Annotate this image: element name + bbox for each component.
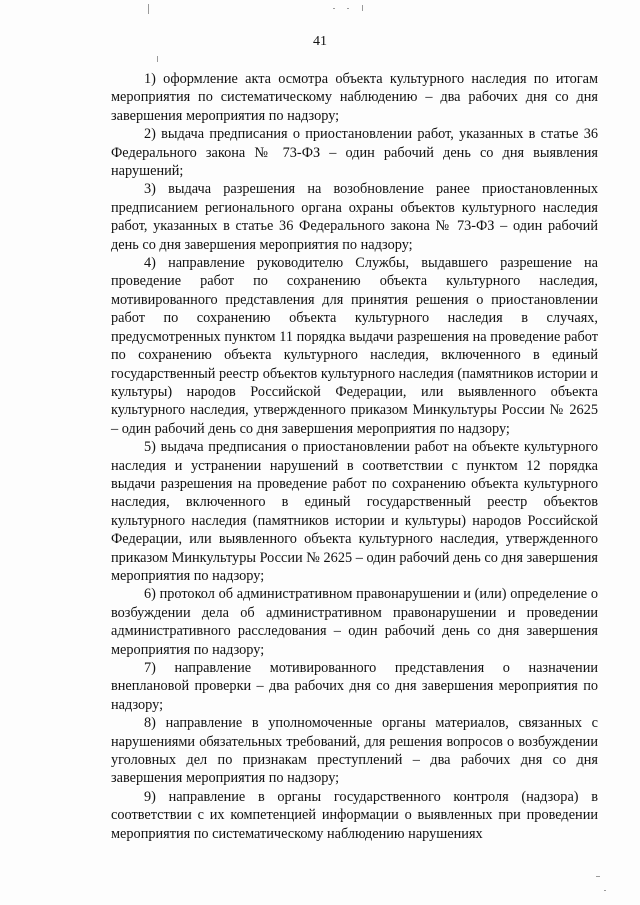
- list-item-4: 4) направление руководителю Службы, выдавшего разрешение на проведение работ по сохранению объекта культурного наследия, мотивированного представления для принятия решения о приостановлении работ по сохранению объекта культурного наследия в случаях, предусмотренных пунктом 11 порядка выдачи разрешения на проведение работ по сохранению объекта культурного наследия, включенного в единый государственный реестр объектов культурного наследия (памятников истории и культуры) народов Российской Федерации, или выявленного объекта культурного наследия, утвержденного приказом Минкультуры России № 2625 – один рабочий день со дня завершения мероприятия по надзору;: [111, 255, 598, 437]
- scan-artifact: [157, 56, 158, 62]
- list-item-9: 9) направление в органы государственного контроля (надзора) в соответствии с их компетенцией информации о выявленных при проведении мероприятия по систематическому наблюдению нарушениях: [111, 788, 598, 842]
- page-number: 41: [313, 34, 327, 49]
- scan-artifact: [148, 4, 149, 14]
- scan-artifact: [362, 5, 363, 11]
- list-item-3: 3) выдача разрешения на возобновление ранее приостановленных предписанием регионального органа охраны объектов культурного наследия работ, указанных в статье 36 Федерального закона № 73-ФЗ – один рабочий день со дня завершения мероприятия по надзору;: [111, 181, 598, 253]
- scan-artifact: [333, 8, 335, 9]
- scan-artifact: [347, 8, 349, 9]
- list-item-1: 1) оформление акта осмотра объекта культурного наследия по итогам мероприятия по систематическому наблюдению – два рабочих дня со дня завершения мероприятия по надзору;: [111, 71, 598, 124]
- scan-artifact: [596, 876, 600, 877]
- scan-artifact: [604, 890, 606, 891]
- list-item-7: 7) направление мотивированного представления о назначении внеплановой проверки – два рабочих дня со дня завершения мероприятия по надзору;: [111, 660, 598, 713]
- list-item-5: 5) выдача предписания о приостановлении работ на объекте культурного наследия и устранении нарушений в соответствии с пунктом 12 порядка выдачи разрешения на проведение работ по сохранению объекта культурного наследия, включенного в единый государственный реестр объектов культурного наследия (памятников истории и культуры) народов Российской Федерации, или выявленного объекта культурного наследия, утвержденного приказом Минкультуры России № 2625 – один рабочий день со дня завершения мероприятия по надзору;: [111, 439, 598, 584]
- list-item-8: 8) направление в уполномоченные органы материалов, связанных с нарушениями обязательных требований, для решения вопросов о возбуждении уголовных дел по признакам преступлений – два рабочих дня со дня завершения мероприятия по надзору;: [111, 715, 598, 787]
- list-item-6: 6) протокол об административном правонарушении и (или) определение о возбуждении дела об административном правонарушении и проведении административного расследования – один рабочий день со дня завершения мероприятия по надзору;: [111, 586, 598, 658]
- list-item-2: 2) выдача предписания о приостановлении работ, указанных в статье 36 Федерального закона № 73-ФЗ – один рабочий день со дня выявления нарушений;: [111, 126, 598, 180]
- document-body: [111, 70, 598, 843]
